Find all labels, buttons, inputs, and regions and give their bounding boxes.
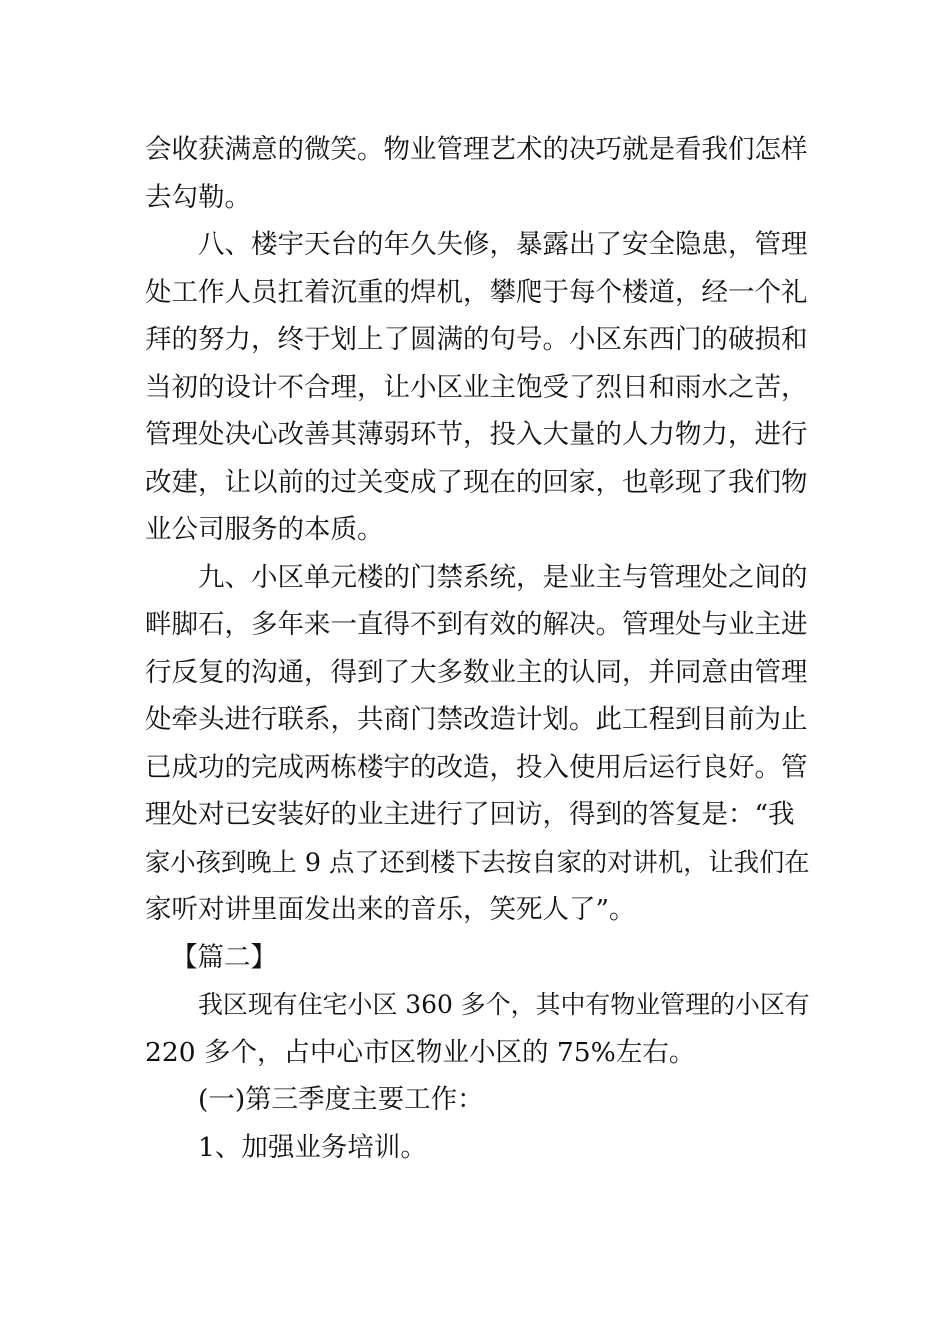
text-line: 当初的设计不合理，让小区业主饱受了烈日和雨水之苦， — [145, 371, 808, 403]
document-body — [145, 126, 810, 1171]
text-line: 管理处决心改善其薄弱环节，投入大量的人力物力，进行 — [145, 419, 808, 450]
text-line: 我区现有住宅小区 360 多个，其中有物业管理的小区有 — [198, 990, 810, 1019]
text-line: 会收获满意的微笑。物业管理艺术的决巧就是看我们怎样 — [145, 134, 808, 165]
text-line: 处工作人员扛着沉重的焊机，攀爬于每个楼道，经一个礼 — [145, 276, 808, 308]
text-line: 行反复的沟通，得到了大多数业主的认同，并同意由管理 — [145, 656, 808, 688]
paragraph-continuation — [145, 126, 810, 221]
text-line: 畔脚石，多年来一直得不到有效的解决。管理处与业主进 — [145, 609, 808, 640]
subsection-heading — [145, 1076, 810, 1124]
text-line: 业公司服务的本质。 — [145, 514, 384, 545]
paragraph-item-eight — [145, 221, 810, 554]
text-line: 处牵头进行联系，共商门禁改造计划。此工程到目前为止 — [145, 704, 808, 735]
text-line: 改建，让以前的过关变成了现在的回家，也彰现了我们物 — [145, 466, 808, 498]
paragraph-item-nine — [145, 554, 810, 934]
text-line: 理处对已安装好的业主进行了回访，得到的答复是：“我 — [145, 799, 795, 830]
text-line: 去勾勒。 — [145, 181, 251, 213]
text-line: 已成功的完成两栋楼宇的改造，投入使用后运行良好。管 — [145, 751, 808, 783]
text-line: 八、楼宇天台的年久失修，暴露出了安全隐患，管理 — [198, 229, 808, 260]
section-heading — [145, 934, 810, 982]
text-line: 家小孩到晚上 9 点了还到楼下去按自家的对讲机，让我们在 — [145, 847, 810, 877]
text-line: 拜的努力，终于划上了圆满的句号。小区东西门的破损和 — [145, 324, 808, 355]
list-item — [145, 1124, 810, 1172]
text-line: (一)第三季度主要工作： — [198, 1084, 484, 1115]
heading-text: 【篇二】 — [171, 941, 277, 973]
text-line: 220 多个，占中心市区物业小区的 75%左右。 — [145, 1036, 696, 1068]
paragraph-intro — [145, 981, 810, 1076]
text-line: 家听对讲里面发出来的音乐，笑死人了”。 — [145, 894, 636, 925]
text-line: 1、加强业务培训。 — [198, 1131, 427, 1163]
text-line: 九、小区单元楼的门禁系统，是业主与管理处之间的 — [198, 561, 808, 593]
